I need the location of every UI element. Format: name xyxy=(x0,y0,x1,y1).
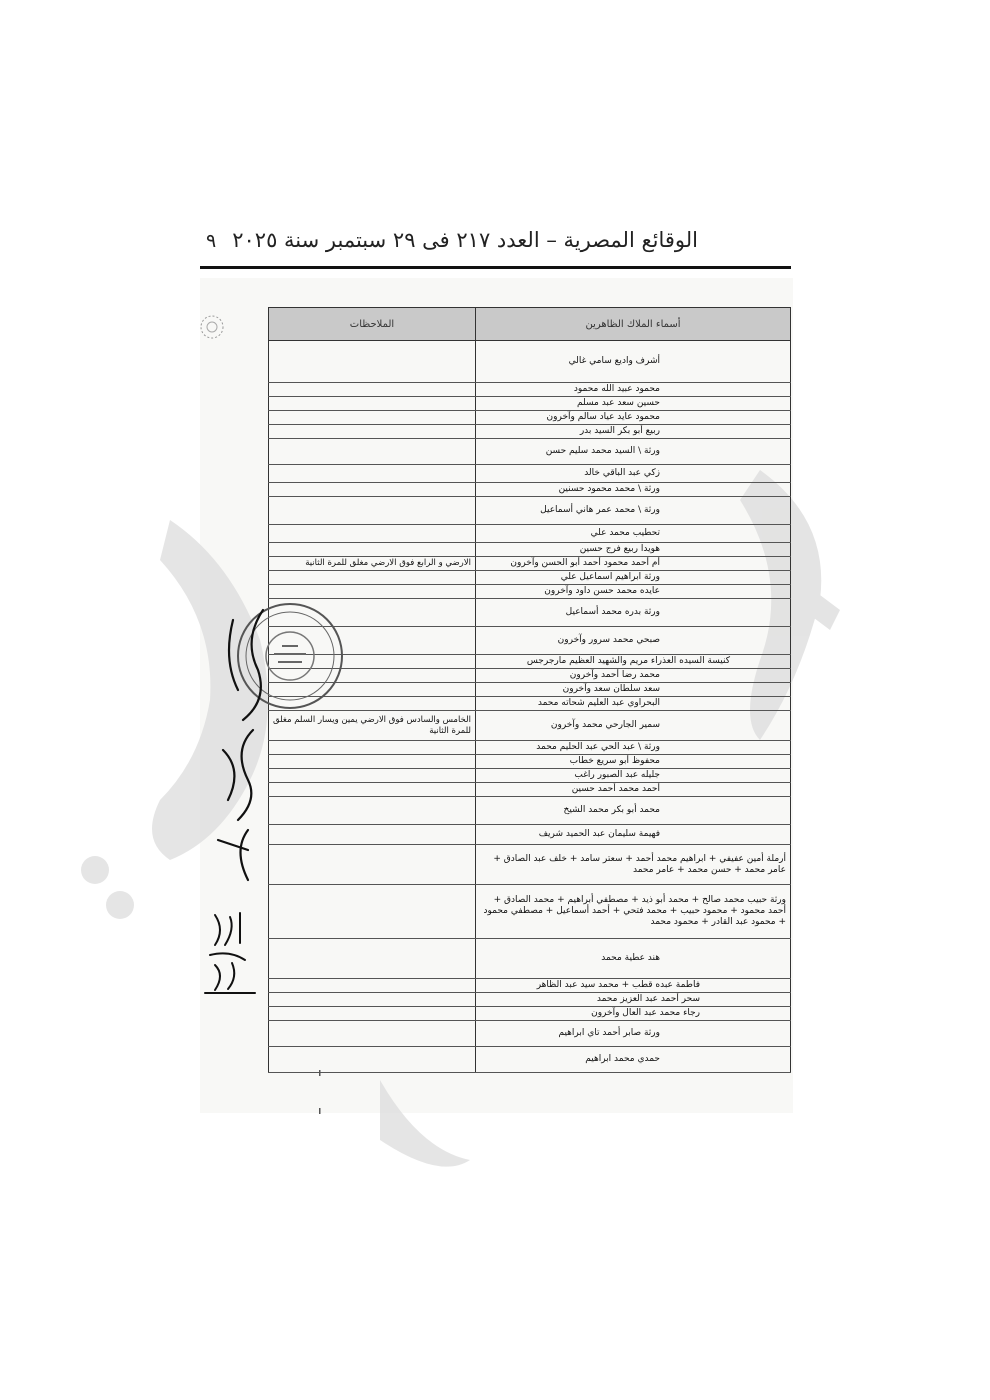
owner-name: أم أحمد محمود أحمد أبو الحسن وآخرون xyxy=(476,557,791,571)
row-note xyxy=(269,439,476,465)
row-note xyxy=(269,845,476,885)
handwritten-signature-icon xyxy=(203,600,273,890)
owner-name: البحراوي عبد العليم شحاته محمد xyxy=(476,697,791,711)
table-row xyxy=(269,483,791,497)
owner-name: محفوظ أبو سريع خطاب xyxy=(476,755,791,769)
owner-name: ورثة بدره محمد أسماعيل xyxy=(476,599,791,627)
row-note xyxy=(269,993,476,1007)
owner-name: ورثة \ محمد عمر هاني أسماعيل xyxy=(476,497,791,525)
table-row xyxy=(269,783,791,797)
row-note xyxy=(269,341,476,383)
table-row xyxy=(269,939,791,979)
owner-name: هويدا ربيع فرج حسين xyxy=(476,543,791,557)
row-note xyxy=(269,525,476,543)
table-row xyxy=(269,769,791,783)
owner-name: حمدي محمد ابراهيم xyxy=(476,1047,791,1073)
row-note xyxy=(269,1021,476,1047)
row-note xyxy=(269,783,476,797)
date-strokes-icon xyxy=(200,905,260,995)
owner-name: صبحي محمد سرور وآخرون xyxy=(476,627,791,655)
table-row xyxy=(269,383,791,397)
table-row xyxy=(269,425,791,439)
corner-seal-icon xyxy=(197,312,227,342)
table-row xyxy=(269,557,791,571)
owner-name: رجاء محمد عبد العال وآخرون xyxy=(476,1007,791,1021)
table-row xyxy=(269,797,791,825)
table-row xyxy=(269,341,791,383)
table-row xyxy=(269,885,791,939)
table-row xyxy=(269,543,791,557)
table-header-row xyxy=(269,308,791,341)
table-row xyxy=(269,979,791,993)
table-row xyxy=(269,755,791,769)
row-note xyxy=(269,1007,476,1021)
owner-name: ورثة حبيب محمد صالح + محمد أبو ذيد + مصطفي أبراهيم + محمد الصادق + أحمد محمود + محمود حبيب + محمد فتحي + أحمد أسماعيل + مصطفي محمود + محمود عبد القادر + محمود محمد xyxy=(476,885,791,939)
page-header xyxy=(200,226,790,258)
column-header-owners: أسماء الملاك الظاهرين xyxy=(476,308,791,341)
row-note xyxy=(269,755,476,769)
row-note xyxy=(269,383,476,397)
table-row xyxy=(269,993,791,1007)
row-note xyxy=(269,425,476,439)
publication-title: الوقائع المصرية – العدد ٢١٧ فى ٢٩ سبتمبر سنة ٢٠٢٥ xyxy=(232,228,698,252)
owner-name: أشرف واديع سامي غالي xyxy=(476,341,791,383)
row-note xyxy=(269,397,476,411)
table-row xyxy=(269,1007,791,1021)
row-note xyxy=(269,1047,476,1073)
row-note xyxy=(269,825,476,845)
row-note xyxy=(269,939,476,979)
owner-name: ربيع أبو بكر السيد بدر xyxy=(476,425,791,439)
row-note xyxy=(269,741,476,755)
row-note xyxy=(269,885,476,939)
row-note xyxy=(269,483,476,497)
row-note xyxy=(269,797,476,825)
owner-name: محمود عبيد الله محمود xyxy=(476,383,791,397)
table-row xyxy=(269,845,791,885)
row-note xyxy=(269,411,476,425)
table-row xyxy=(269,571,791,585)
table-row xyxy=(269,439,791,465)
owner-name: سحر أحمد عبد العزيز محمد xyxy=(476,993,791,1007)
table-row xyxy=(269,411,791,425)
owner-name: ورثة \ السيد محمد سليم حسن xyxy=(476,439,791,465)
table-row xyxy=(269,497,791,525)
owner-name: سمير الجارحي محمد وآخرون xyxy=(476,711,791,741)
owner-name: زكي عبد الباقي خالد xyxy=(476,465,791,483)
row-note xyxy=(269,465,476,483)
table-row xyxy=(269,397,791,411)
owner-name: فاطمة عبده قطب + محمد سيد عبد الظاهر xyxy=(476,979,791,993)
row-note xyxy=(269,571,476,585)
owner-name: جليله عبد الصبور راغب xyxy=(476,769,791,783)
owner-name: كنيسة السيده العذراء مريم والشهيد العظيم مارجرجس xyxy=(476,655,791,669)
owner-name: أحمد محمد أحمد حسين xyxy=(476,783,791,797)
column-header-notes: الملاحظات xyxy=(269,308,476,341)
row-note xyxy=(269,979,476,993)
table-row xyxy=(269,741,791,755)
owner-name: ورثة \ محمد محمود حسنين xyxy=(476,483,791,497)
owner-name: محمود عايد عياد سالم وآخرون xyxy=(476,411,791,425)
table-row xyxy=(269,1047,791,1073)
table-row xyxy=(269,525,791,543)
owner-name: محمد أبو بكر محمد الشيخ xyxy=(476,797,791,825)
owner-name: حسين سعد عبد مسلم xyxy=(476,397,791,411)
owner-name: ورثة صابر أحمد تاي ابراهيم xyxy=(476,1021,791,1047)
header-divider xyxy=(200,266,791,269)
row-note: الارضي و الرابع فوق الارضي مغلق للمرة الثانية xyxy=(269,557,476,571)
owner-name: محمد رضا أحمد وآخرون xyxy=(476,669,791,683)
row-note xyxy=(269,769,476,783)
handwritten-date xyxy=(200,905,260,995)
owner-name: عايده محمد حسن داود وآخرون xyxy=(476,585,791,599)
table-row xyxy=(269,1021,791,1047)
owner-name: فهيمة سليمان عبد الحميد شريف xyxy=(476,825,791,845)
row-note: الخامس والسادس فوق الارضي يمين ويسار السلم مغلق للمرة الثانية xyxy=(269,711,476,741)
row-note xyxy=(269,497,476,525)
owner-name: سعد سلطان سعد وآخرون xyxy=(476,683,791,697)
table-row xyxy=(269,465,791,483)
owner-name: ورثة ابراهيم اسماعيل علي xyxy=(476,571,791,585)
page-number: ٩ xyxy=(206,230,217,252)
owner-name: ورثة \ عبد الحي عبد الحليم محمد xyxy=(476,741,791,755)
owner-name: تحطيب محمد علي xyxy=(476,525,791,543)
scan-mark xyxy=(318,1070,322,1120)
table-row xyxy=(269,825,791,845)
row-note xyxy=(269,543,476,557)
owner-name: أرملة أمين عفيفي + ابراهيم محمد أحمد + سعتر سامد + خلف عبد الصادق + عامر محمد + حسن محمد + عامر محمد xyxy=(476,845,791,885)
owner-name: هند عطية محمد xyxy=(476,939,791,979)
